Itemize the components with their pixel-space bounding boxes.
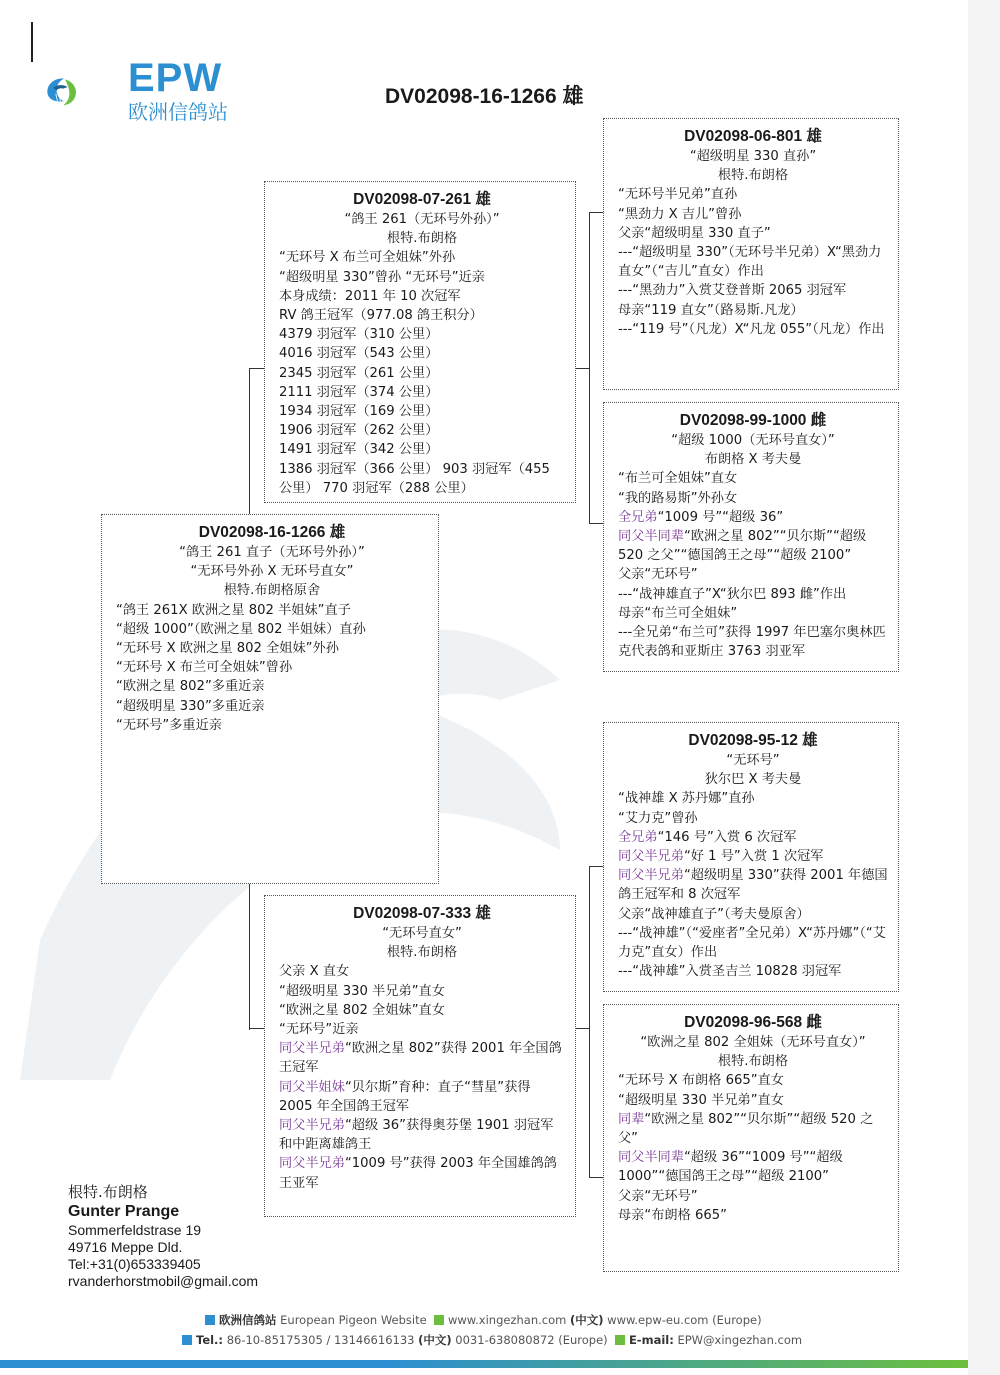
card-line: “欧洲之星 802”多重近亲 bbox=[116, 679, 265, 695]
footer-url-eu[interactable]: www.epw-eu.com (Europe) bbox=[607, 1313, 762, 1327]
card-line: “无环号 X 欧洲之星 802 全姐妹”外孙 bbox=[116, 641, 339, 657]
relation-label: 同父半兄弟 bbox=[279, 1041, 345, 1057]
green-square-icon bbox=[615, 1335, 625, 1345]
line-text: 父亲“战神雄直子”（考夫曼原舍） bbox=[618, 906, 810, 922]
card-subtitle: 根特.布朗格 bbox=[717, 1054, 789, 1070]
card-line: 1906 羽冠军（262 公里） bbox=[279, 423, 439, 439]
line-text: “超级明星 330 半兄弟”直女 bbox=[279, 983, 445, 999]
card-subtitle: “超级 1000（无环号直女）” bbox=[671, 433, 835, 448]
breeder-city: 49716 Meppe Dld. bbox=[68, 1239, 183, 1255]
footer-row-web bbox=[205, 1312, 762, 1328]
card-subtitle: “无环号外孙 X 无环号直女” bbox=[190, 564, 354, 580]
card-line bbox=[618, 281, 888, 300]
line-text: 母亲“布兰可全姐妹” bbox=[618, 605, 738, 621]
card-line: 1386 羽冠军（366 公里） 903 羽冠军（455 公里） 770 羽冠军（288 公里） bbox=[279, 461, 550, 496]
line-text: “欧洲之星 802 全姐妹”直女 bbox=[279, 1002, 445, 1018]
line-text: “欧洲之星 802”获得 2001 年全国鸽王冠军 bbox=[279, 1041, 562, 1076]
card-subtitle: “鸽王 261（无环号外孙）” bbox=[344, 212, 500, 227]
ring-number: DV02098-99-1000 雌 bbox=[679, 412, 827, 429]
card-line bbox=[618, 224, 888, 243]
card-line bbox=[618, 585, 888, 604]
line-text: “1009 号”获得 2003 年全国雄鸽鸽王亚军 bbox=[279, 1156, 557, 1191]
card-line bbox=[618, 508, 888, 527]
line-text: “无环号”近亲 bbox=[279, 1022, 359, 1038]
card-line bbox=[618, 1148, 888, 1186]
card-subtitle: 根特.布朗格 bbox=[386, 231, 458, 247]
card-line bbox=[279, 1116, 565, 1154]
footer-tel-label: Tel.: bbox=[196, 1333, 224, 1347]
card-subtitle: “无环号” bbox=[726, 753, 780, 768]
card-subtitle: “鸽王 261 直子（无环号外孙）” bbox=[179, 545, 365, 560]
card-line bbox=[618, 1071, 888, 1090]
line-text: 父亲 X 直女 bbox=[279, 964, 350, 980]
line-text: “超级明星 330”获得 2001 年德国鸽王冠军和 8 次冠军 bbox=[618, 868, 888, 903]
breeder-name: Gunter Prange bbox=[68, 1203, 180, 1220]
line-text: ---“战神雄”入赏圣吉兰 10828 羽冠军 bbox=[618, 964, 842, 980]
relation-label: 同父半兄弟 bbox=[618, 868, 684, 884]
line-text: “欧洲之星 802”“贝尔斯”“超级 520 之父” bbox=[618, 1111, 874, 1147]
card-line: “超级明星 330”曾孙 “无环号”近亲 bbox=[279, 269, 485, 285]
line-text: “我的路易斯”外孙女 bbox=[618, 490, 738, 506]
line-text: “欧洲之星 802”“贝尔斯”“超级 520 之父”“德国鸽王之母”“超级 2100” bbox=[618, 529, 867, 564]
scan-mark bbox=[31, 22, 33, 62]
card-line: 2111 羽冠军（374 公里） bbox=[279, 384, 439, 400]
card-line bbox=[618, 789, 888, 808]
connector bbox=[576, 368, 590, 369]
card-line bbox=[618, 604, 888, 623]
line-text: “146 号”入赏 6 次冠军 bbox=[657, 829, 797, 845]
connector bbox=[576, 1028, 590, 1029]
card-line: 本身成绩：2011 年 10 次冠军 bbox=[279, 288, 461, 304]
card-line bbox=[618, 809, 888, 828]
card-line bbox=[618, 243, 888, 281]
connector bbox=[249, 1028, 265, 1029]
line-text: “布兰可全姐妹”直女 bbox=[618, 471, 738, 487]
line-text: 父亲“无环号” bbox=[618, 567, 698, 583]
page-title: DV02098-16-1266 雄 bbox=[385, 85, 584, 108]
dam-sire-card bbox=[603, 722, 899, 992]
footer-row-contact bbox=[182, 1332, 802, 1348]
blue-square-icon bbox=[205, 1315, 215, 1325]
card-line: 1491 羽冠军（342 公里） bbox=[279, 442, 439, 458]
line-text: ---“超级明星 330”（无环号半兄弟）X“黑劲力直女”（“吉儿”直女）作出 bbox=[618, 245, 882, 280]
card-line bbox=[618, 905, 888, 924]
line-text: “无环号半兄弟”直孙 bbox=[618, 187, 738, 203]
dam-card bbox=[264, 895, 576, 1217]
card-line: “超级明星 330”多重近亲 bbox=[116, 698, 265, 714]
breeder-cn-name: 根特.布朗格 bbox=[68, 1183, 148, 1201]
card-subtitle: 根特.布朗格 bbox=[386, 945, 458, 961]
line-text: 父亲“无环号” bbox=[618, 1188, 698, 1204]
card-line bbox=[618, 924, 888, 962]
card-line bbox=[618, 469, 888, 488]
footer-email-label: E-mail: bbox=[628, 1333, 674, 1347]
card-line bbox=[618, 866, 888, 904]
ring-number: DV02098-07-261 雄 bbox=[353, 191, 491, 208]
card-line bbox=[618, 489, 888, 508]
card-line bbox=[618, 1110, 888, 1148]
card-line: 4379 羽冠军（310 公里） bbox=[279, 327, 439, 343]
card-line: “无环号 X 布兰可全姐妹”曾孙 bbox=[116, 660, 293, 676]
subject-bird-card bbox=[101, 514, 439, 884]
breeder-street: Sommerfeldstrase 19 bbox=[68, 1222, 202, 1238]
card-line bbox=[279, 1001, 565, 1020]
card-subtitle: 根特.布朗格 bbox=[717, 168, 789, 184]
card-line bbox=[279, 962, 565, 981]
footer-url-cn-tag: (中文) bbox=[570, 1313, 604, 1327]
card-subtitle: “无环号直女” bbox=[382, 926, 462, 941]
logo-brand: EPW bbox=[128, 56, 223, 100]
card-line bbox=[618, 205, 888, 224]
line-text: ---“战神雄直子”X“狄尔巴 893 雌”作出 bbox=[618, 586, 847, 602]
card-line: “鸽王 261X 欧洲之星 802 半姐妹”直子 bbox=[116, 602, 351, 618]
sire-card bbox=[264, 181, 576, 503]
relation-label: 同父半兄弟 bbox=[279, 1118, 345, 1134]
line-text: “超级明星 330 半兄弟”直女 bbox=[618, 1092, 784, 1108]
blue-square-icon bbox=[182, 1335, 192, 1345]
breeder-contact bbox=[68, 1182, 258, 1290]
connector bbox=[249, 882, 250, 1030]
line-text: “贝尔斯”育种：直子“彗星”获得 2005 年全国鸽王冠军 bbox=[279, 1079, 531, 1114]
connector bbox=[249, 368, 265, 369]
relation-label: 全兄弟 bbox=[618, 829, 658, 845]
card-line bbox=[618, 565, 888, 584]
relation-label: 全兄弟 bbox=[618, 509, 658, 525]
card-line bbox=[618, 1187, 888, 1206]
card-line bbox=[618, 185, 888, 204]
footer-tel-eu: 0031-638080872 (Europe) bbox=[455, 1333, 608, 1347]
card-line bbox=[279, 982, 565, 1001]
card-subtitle: “欧洲之星 802 全姐妹（无环号直女）” bbox=[640, 1035, 866, 1050]
card-line bbox=[618, 962, 888, 981]
card-line bbox=[279, 1020, 565, 1039]
ring-number: DV02098-07-333 雄 bbox=[353, 905, 491, 922]
card-line bbox=[618, 527, 888, 565]
card-line bbox=[279, 1154, 565, 1192]
card-line bbox=[618, 828, 888, 847]
footer-email[interactable]: EPW@xingezhan.com bbox=[677, 1333, 803, 1347]
line-text: “超级 36”获得奥芬堡 1901 羽冠军和中距离雄鸽王 bbox=[279, 1118, 554, 1153]
card-line bbox=[279, 1078, 565, 1116]
card-line bbox=[618, 1206, 888, 1225]
card-subtitle: 狄尔巴 X 考夫曼 bbox=[704, 772, 802, 788]
line-text: “超级 36”“1009 号”“超级 1000”“德国鸽王之母”“超级 2100” bbox=[618, 1150, 843, 1185]
logo-subtitle: 欧洲信鸽站 bbox=[128, 100, 228, 124]
relation-label: 同父半同辈 bbox=[618, 1150, 684, 1166]
connector bbox=[589, 866, 590, 1178]
card-line: “无环号 X 布兰可全姐妹”外孙 bbox=[279, 250, 456, 266]
line-text: ---全兄弟“布兰可”获得 1997 年巴塞尔奥林匹克代表鸽和亚斯庄 3763 羽亚军 bbox=[618, 625, 886, 660]
card-line: “无环号”多重近亲 bbox=[116, 717, 222, 733]
ring-number: DV02098-95-12 雄 bbox=[688, 732, 818, 749]
line-text: “好 1 号”入赏 1 次冠军 bbox=[683, 849, 824, 865]
line-text: 母亲“119 直女”（路易斯.凡龙） bbox=[618, 302, 804, 318]
footer-url-cn[interactable]: www.xingezhan.com bbox=[447, 1313, 567, 1327]
sire-sire-card bbox=[603, 118, 899, 390]
card-line: 2345 羽冠军（261 公里） bbox=[279, 365, 439, 381]
card-line bbox=[618, 847, 888, 866]
relation-label: 同父半兄弟 bbox=[279, 1156, 345, 1172]
card-line bbox=[279, 1039, 565, 1077]
logo-text bbox=[128, 58, 228, 124]
line-text: “无环号 X 布朗格 665”直女 bbox=[618, 1073, 784, 1089]
footer-color-bar bbox=[0, 1360, 968, 1368]
epw-logo-icon bbox=[44, 52, 128, 132]
scan-edge bbox=[968, 0, 1000, 1375]
line-text: ---“黑劲力”入赏艾登普斯 2065 羽冠军 bbox=[618, 283, 847, 299]
relation-label: 同辈 bbox=[618, 1111, 645, 1127]
card-subtitle: 布朗格 X 考夫曼 bbox=[704, 452, 802, 468]
footer-tel-cn-tag: (中文) bbox=[418, 1333, 452, 1347]
line-text: “战神雄 X 苏丹娜”直孙 bbox=[618, 791, 755, 807]
card-line: “超级 1000”（欧洲之星 802 半姐妹）直孙 bbox=[116, 621, 366, 637]
footer-site-cn: 欧洲信鸽站 bbox=[219, 1313, 277, 1327]
line-text: “1009 号”“超级 36” bbox=[657, 509, 784, 525]
card-line bbox=[618, 301, 888, 320]
green-square-icon bbox=[434, 1315, 444, 1325]
dam-dam-card bbox=[603, 1004, 899, 1272]
card-line bbox=[618, 1091, 888, 1110]
line-text: “艾力克”曾孙 bbox=[618, 810, 698, 826]
line-text: 父亲“超级明星 330 直子” bbox=[618, 225, 771, 241]
line-text: ---“战神雄”（“爱座者”全兄弟）X“苏丹娜”（“艾力克”直女）作出 bbox=[618, 925, 886, 961]
footer-site-en: European Pigeon Website bbox=[280, 1313, 427, 1327]
breeder-tel: Tel:+31(0)653339405 bbox=[68, 1256, 201, 1272]
relation-label: 同父半姐妹 bbox=[279, 1079, 345, 1095]
sire-dam-card bbox=[603, 402, 899, 672]
ring-number: DV02098-16-1266 雄 bbox=[198, 524, 346, 541]
card-line: 1934 羽冠军（169 公里） bbox=[279, 404, 439, 420]
ring-number: DV02098-96-568 雌 bbox=[684, 1014, 822, 1031]
ring-number: DV02098-06-801 雄 bbox=[684, 128, 822, 145]
line-text: 母亲“布朗格 665” bbox=[618, 1207, 727, 1223]
card-line: RV 鸽王冠军（977.08 鸽王积分） bbox=[279, 308, 483, 324]
line-text: “黑劲力 X 吉儿”曾孙 bbox=[618, 206, 742, 222]
card-line: 4016 羽冠军（543 公里） bbox=[279, 346, 439, 362]
breeder-email: rvanderhorstmobil@gmail.com bbox=[68, 1273, 259, 1289]
card-line bbox=[618, 320, 888, 339]
relation-label: 同父半兄弟 bbox=[618, 849, 684, 865]
connector bbox=[249, 368, 250, 516]
card-line bbox=[618, 623, 888, 661]
card-subtitle: 根特.布朗格原舍 bbox=[223, 583, 321, 599]
card-subtitle: “超级明星 330 直孙” bbox=[689, 149, 817, 164]
footer-tel-cn: 86-10-85175305 / 13146616133 bbox=[226, 1333, 415, 1347]
relation-label: 同父半同辈 bbox=[618, 529, 684, 545]
line-text: ---“119 号”（凡龙）X“凡龙 055”（凡龙）作出 bbox=[618, 321, 885, 337]
